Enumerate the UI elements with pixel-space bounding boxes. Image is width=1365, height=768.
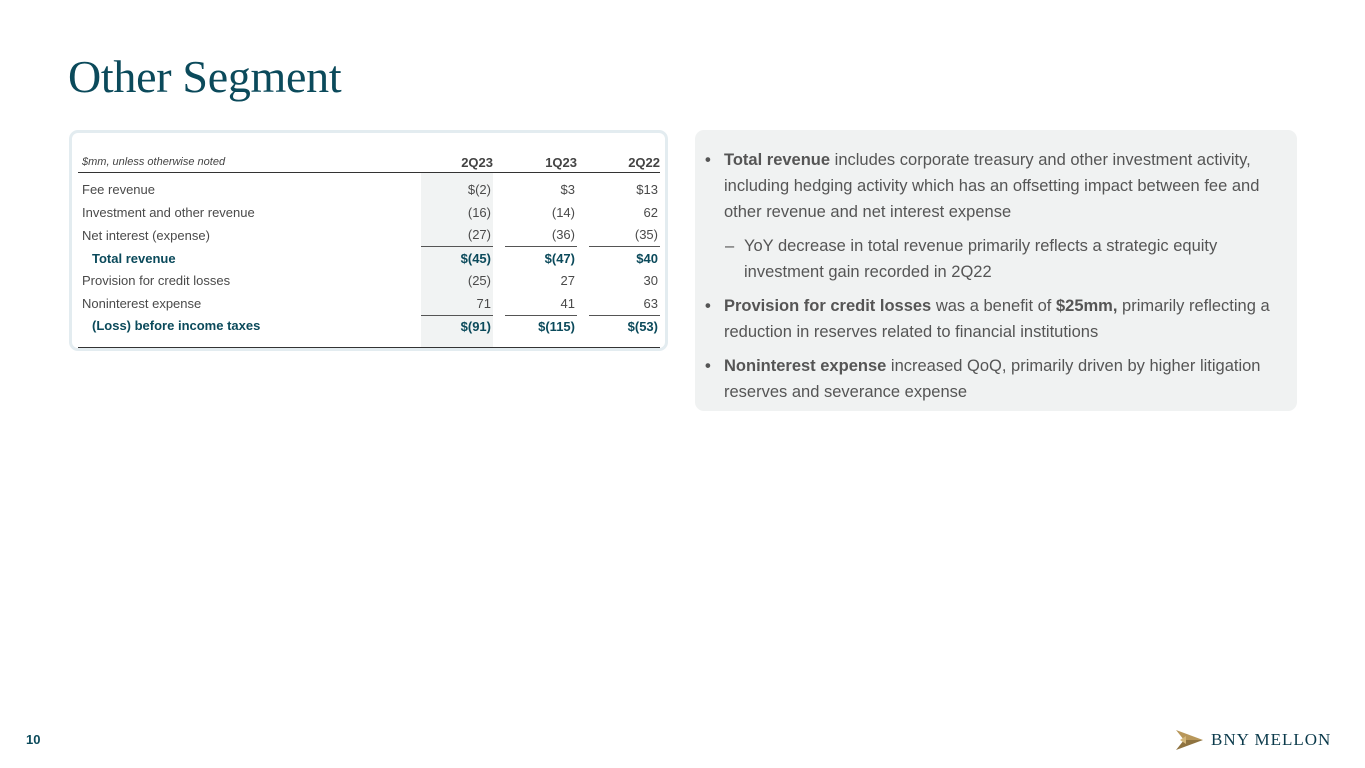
row-label: Net interest (expense) [82,227,210,243]
cell: 62 [643,204,658,220]
page-number: 10 [26,732,41,747]
cell: $(2) [421,173,493,202]
company-logo [1176,729,1331,751]
bullet-text: increased QoQ, primarily driven by higher litigation reserves and severance expense [724,357,1261,401]
commentary-panel [695,130,1297,411]
cell: $13 [636,181,658,197]
cell: 71 [421,292,493,315]
bullet-heading: Provision for credit losses [724,297,932,315]
row-label: (Loss) before income taxes [78,315,421,347]
column-header: 2Q22 [589,152,660,173]
cell: (16) [421,201,493,224]
cell: $(45) [421,247,493,270]
bullet-heading: Total revenue [724,151,831,169]
cell: (14) [551,204,575,220]
sub-bullet-text: YoY decrease in total revenue primarily reflects a strategic equity investment gain recorded in 2Q22 [744,237,1218,281]
row-label: Noninterest expense [82,296,202,311]
bullet-text: primarily reflecting a reduction in reserves related to financial institutions [724,297,1270,341]
sub-bullet-yoy [705,233,1279,285]
table-row [78,292,660,315]
cell: 41 [505,292,577,315]
cell: 63 [589,292,660,315]
logo-text: BNY MELLON [1211,730,1332,749]
bullet-dot-icon: • [705,151,711,169]
cell: $(91) [421,315,493,347]
bullet-amount: $25mm, [1055,297,1118,315]
row-label: Fee revenue [82,181,155,197]
cell: $(115) [505,315,577,347]
table-row [78,173,660,202]
page-title: Other Segment [68,51,342,102]
row-label: Total revenue [92,250,176,266]
cell: $40 [636,250,658,266]
table-row [78,201,660,224]
cell: (35) [589,224,660,247]
cell: 27 [560,273,575,289]
row-label: Investment and other revenue [82,204,255,220]
bullet-text: was a benefit of [931,297,1056,315]
dash-icon: – [725,237,735,255]
table-unit-note: $mm, unless otherwise noted [78,152,421,173]
cell: (36) [505,224,577,247]
table-row [78,270,660,293]
column-header: 1Q23 [505,152,577,173]
cell: (27) [421,224,493,247]
cell: 30 [643,273,658,289]
cell: (25) [421,270,493,293]
bullet-provision [705,293,1279,345]
table-header-row [78,152,660,173]
bullet-text: includes corporate treasury and other investment activity, including hedging activity which has an offsetting impact between fee and other revenue and net interest expense [724,151,1260,221]
table-row-total [78,247,660,270]
financial-table [78,152,660,348]
cell: $3 [560,181,575,197]
bny-mellon-arrow-icon [1176,729,1203,751]
bullet-dot-icon: • [705,357,711,375]
table-row [78,224,660,247]
cell: $(53) [589,315,660,347]
bullet-noninterest [705,353,1279,405]
table-row-total [78,315,660,347]
bullet-heading: Noninterest expense [724,357,887,375]
bullet-total-revenue [705,147,1279,225]
column-header: 2Q23 [421,152,493,173]
bullet-dot-icon: • [705,297,711,315]
row-label: Provision for credit losses [82,273,231,289]
cell: $(47) [544,250,575,266]
